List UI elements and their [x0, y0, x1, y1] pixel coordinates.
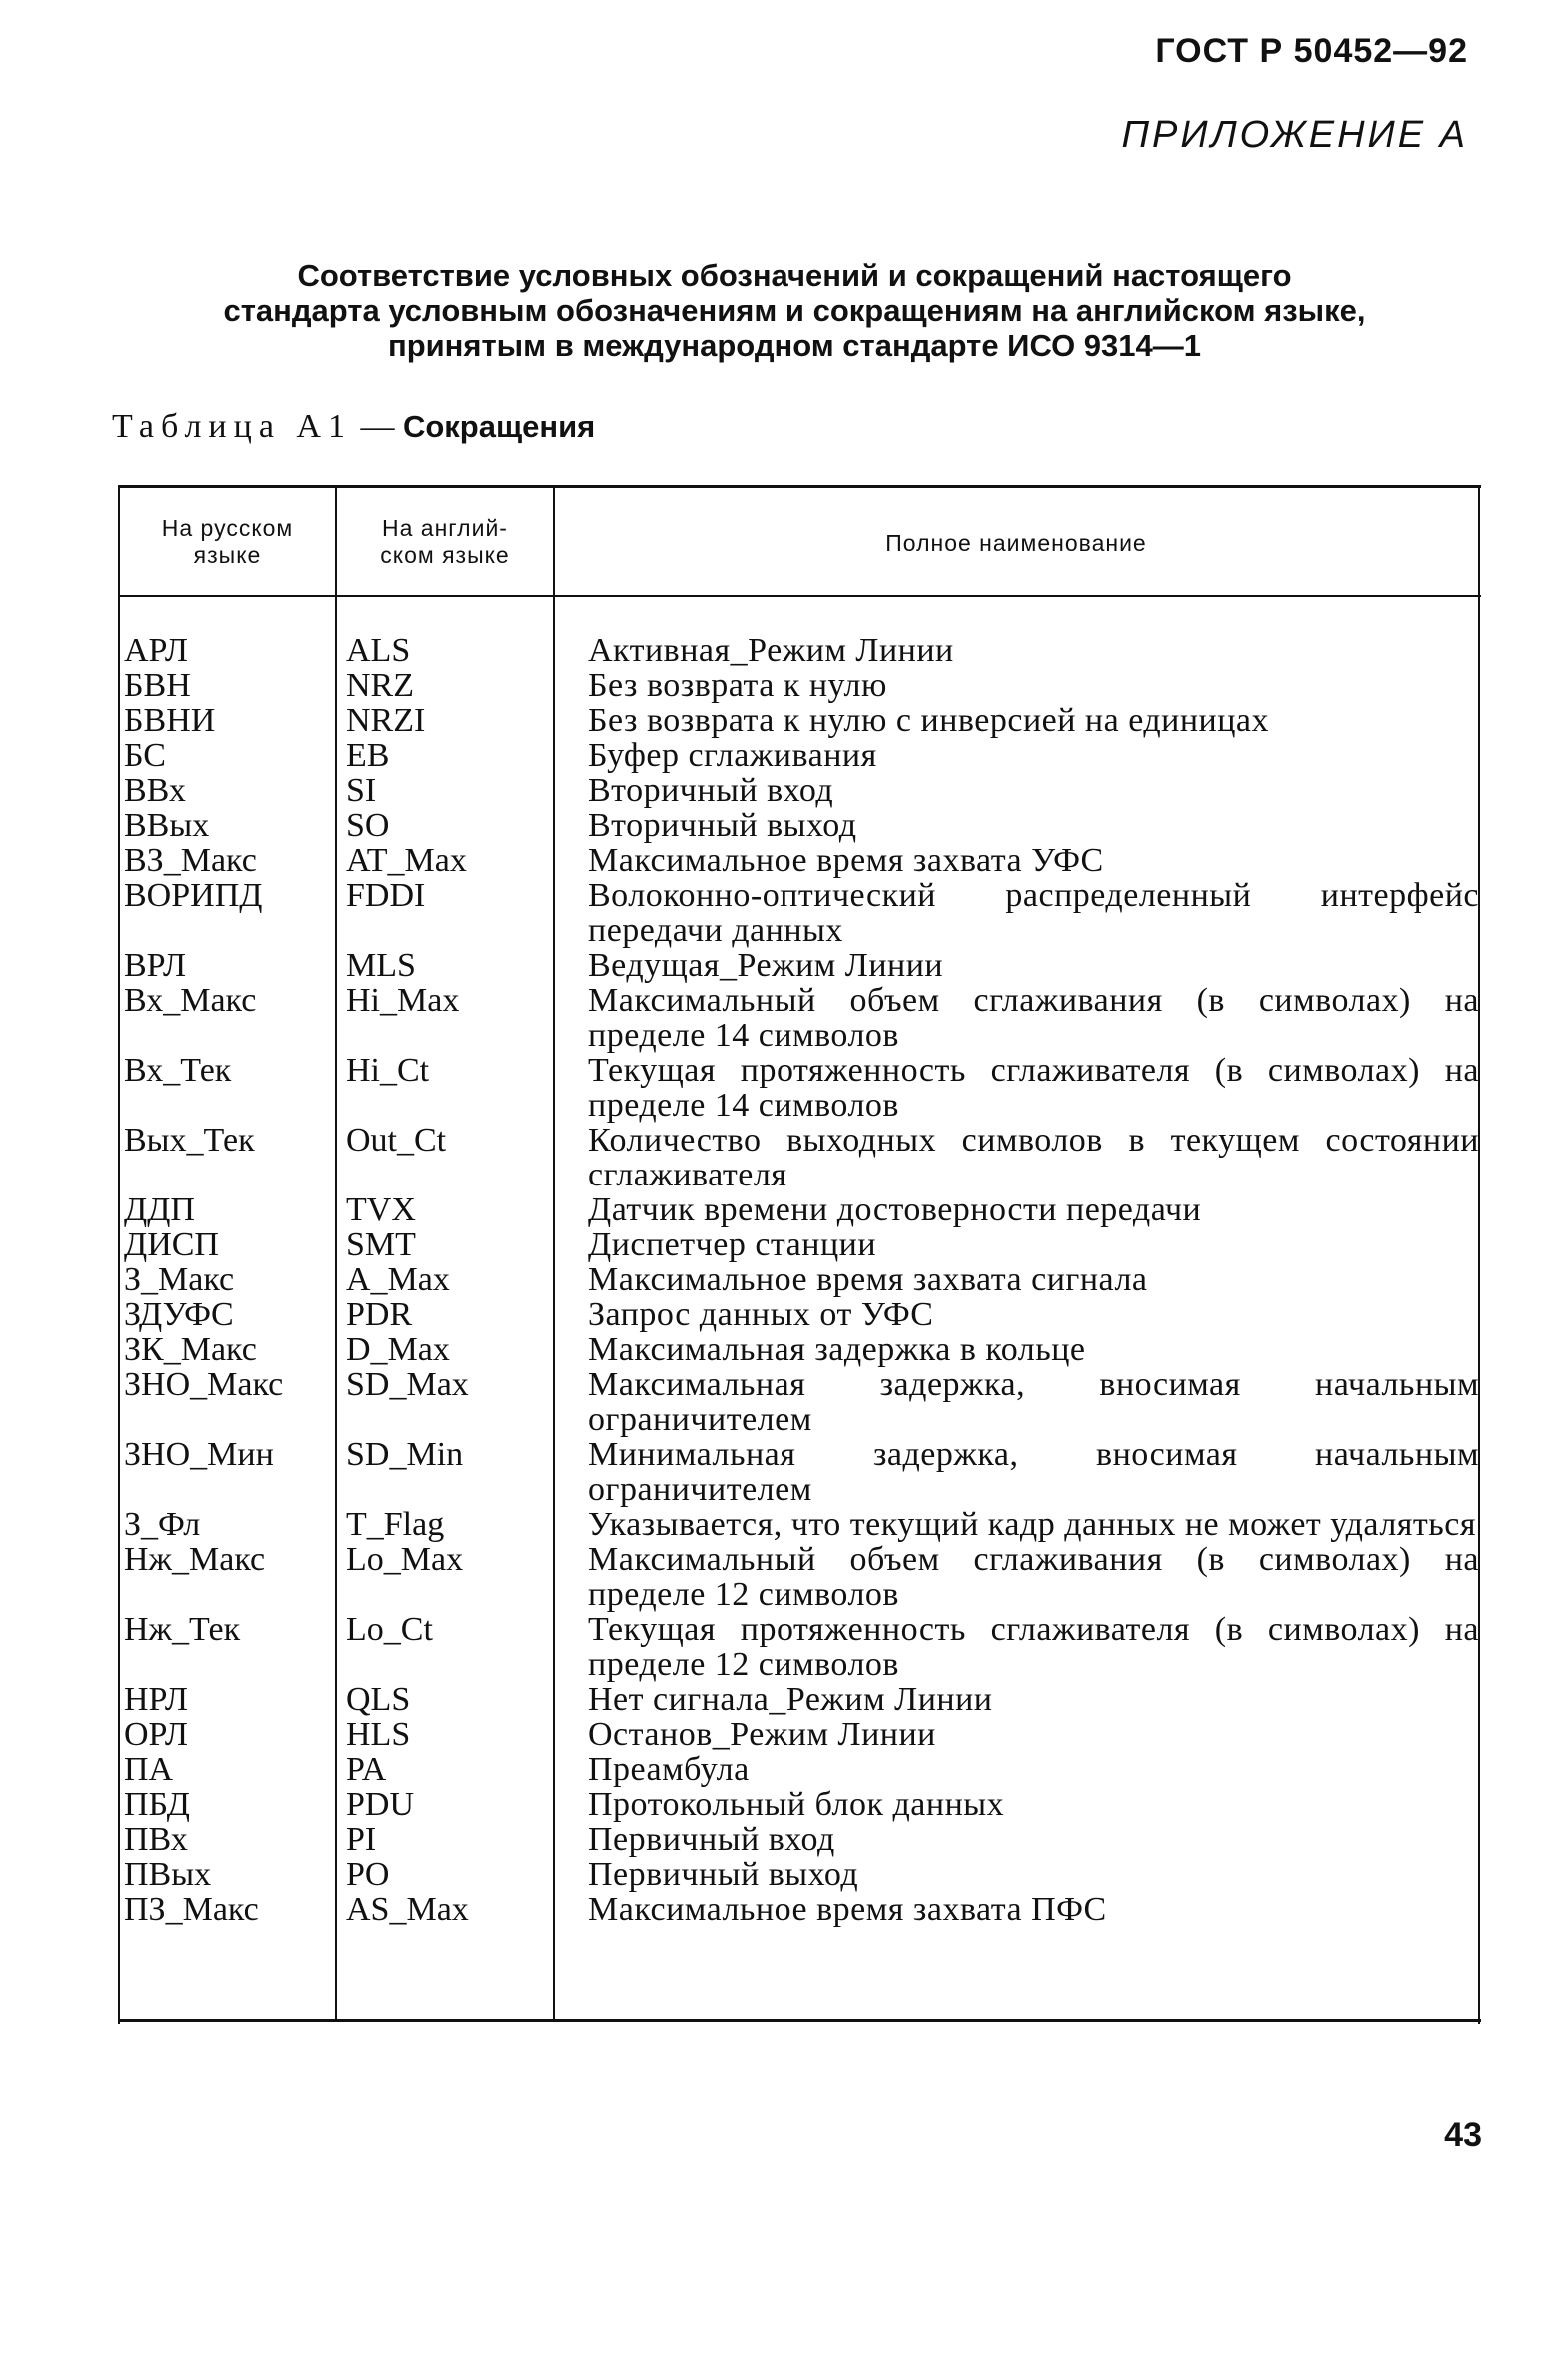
full-name-cell: Буфер сглаживания: [588, 737, 877, 774]
full-name-cell: Без возврата к нулю с инверсией на единицах: [588, 702, 1270, 739]
abbr-en-cell: SD_Max: [346, 1366, 469, 1403]
abbr-ru-cell: ЗДУФС: [124, 1296, 234, 1333]
abbr-en-cell: AS_Max: [346, 1891, 469, 1928]
appendix-label: ПРИЛОЖЕНИЕ А: [1121, 114, 1468, 156]
full-name-cell: Максимальное время захвата сигнала: [588, 1261, 1148, 1298]
table-row: [118, 668, 1481, 703]
header-english-line-2: ском языке: [380, 542, 510, 568]
abbr-ru-cell: ПА: [124, 1751, 174, 1788]
abbr-ru-cell: ПВх: [124, 1821, 188, 1858]
table-row: [118, 1192, 1481, 1227]
header-full-name: Полное наименование: [885, 530, 1147, 556]
full-name-cell: Текущая протяженность сглаживателя (в символах) на пределе 12 символов: [588, 1611, 1479, 1683]
abbr-ru-cell: ВЗ_Макс: [124, 842, 257, 879]
table-row: [118, 1717, 1481, 1752]
abbr-ru-cell: НРЛ: [124, 1681, 188, 1718]
abbr-ru-cell: ОРЛ: [124, 1716, 188, 1753]
table-row: [118, 843, 1481, 878]
abbr-ru-cell: БВН: [124, 667, 191, 704]
table-row: [118, 1123, 1481, 1192]
abbr-en-cell: Lo_Ct: [346, 1611, 433, 1648]
abbr-en-cell: AT_Max: [346, 842, 467, 879]
abbr-en-cell: ALS: [346, 632, 411, 669]
abbr-en-cell: SO: [346, 807, 390, 844]
table-caption: [112, 408, 595, 446]
table-row: [118, 1262, 1481, 1297]
full-name-cell: Запрос данных от УФС: [588, 1296, 934, 1333]
abbr-ru-cell: ПВых: [124, 1856, 212, 1893]
table-row: [118, 1822, 1481, 1857]
table-row: [118, 773, 1481, 808]
full-name-cell: Преамбула: [588, 1751, 750, 1788]
table-row: [118, 1507, 1481, 1542]
full-name-cell: Волоконно-оптический распределенный интерфейс передачи данных: [588, 877, 1479, 949]
table-row: [118, 703, 1481, 738]
table-row: [118, 738, 1481, 773]
abbr-ru-cell: БС: [124, 737, 166, 774]
abbr-en-cell: FDDI: [346, 877, 426, 914]
document-title: [120, 258, 1469, 363]
abbr-en-cell: QLS: [346, 1681, 411, 1718]
table-row: [118, 878, 1481, 948]
abbr-ru-cell: Нж_Тек: [124, 1611, 241, 1648]
abbr-ru-cell: Нж_Макс: [124, 1541, 266, 1578]
abbr-en-cell: SD_Min: [346, 1436, 464, 1473]
table-row: [118, 1857, 1481, 1892]
full-name-cell: Минимальная задержка, вносимая начальным ограничителем: [588, 1436, 1479, 1508]
abbr-ru-cell: Вых_Тек: [124, 1122, 255, 1159]
abbr-ru-cell: АРЛ: [124, 632, 188, 669]
table-row: [118, 1787, 1481, 1822]
table-row: [118, 1332, 1481, 1367]
full-name-cell: Датчик времени достоверности передачи: [588, 1191, 1202, 1228]
abbr-en-cell: Out_Ct: [346, 1122, 447, 1159]
abbr-ru-cell: З_Макс: [124, 1261, 235, 1298]
full-name-cell: Максимальная задержка в кольце: [588, 1331, 1086, 1368]
table-caption-dash: —: [351, 408, 403, 445]
table-row: [118, 1437, 1481, 1507]
table-caption-prefix: Таблица А1: [112, 408, 352, 445]
full-name-cell: Без возврата к нулю: [588, 667, 887, 704]
table-top-rule: [118, 485, 1481, 488]
abbr-ru-cell: ЗНО_Мин: [124, 1436, 274, 1473]
abbr-ru-cell: ЗК_Макс: [124, 1331, 257, 1368]
table-row: [118, 1297, 1481, 1332]
abbreviations-table: [118, 485, 1481, 2024]
full-name-cell: Активная_Режим Линии: [588, 632, 954, 669]
abbr-en-cell: MLS: [346, 947, 416, 984]
full-name-cell: Максимальное время захвата ПФС: [588, 1891, 1107, 1928]
table-bottom-rule: [118, 2019, 1481, 2022]
full-name-cell: Максимальная задержка, вносимая начальным ограничителем: [588, 1366, 1479, 1438]
abbr-en-cell: Hi_Ct: [346, 1052, 430, 1089]
abbr-ru-cell: ВВх: [124, 772, 186, 809]
table-row: [118, 1682, 1481, 1717]
full-name-cell: Останов_Режим Линии: [588, 1716, 936, 1753]
abbr-en-cell: EB: [346, 737, 390, 774]
abbr-en-cell: T_Flag: [346, 1506, 445, 1543]
abbr-ru-cell: З_Фл: [124, 1506, 201, 1543]
header-english: [337, 515, 553, 569]
full-name-cell: Диспетчер станции: [588, 1226, 877, 1263]
table-row: [118, 983, 1481, 1053]
abbr-en-cell: SMT: [346, 1226, 416, 1263]
table-caption-title: Сокращения: [402, 409, 596, 444]
table-row: [118, 1542, 1481, 1612]
table-row: [118, 1053, 1481, 1123]
abbr-en-cell: TVX: [346, 1191, 416, 1228]
header-english-line-1: На англий-: [382, 515, 508, 541]
full-name-cell: Вторичный выход: [588, 807, 857, 844]
abbr-ru-cell: БВНИ: [124, 702, 216, 739]
table-row: [118, 1367, 1481, 1437]
header-russian: [120, 515, 335, 569]
abbr-ru-cell: ДДП: [124, 1191, 195, 1228]
abbr-ru-cell: ПБД: [124, 1786, 190, 1823]
full-name-cell: Количество выходных символов в текущем состоянии сглаживателя: [588, 1122, 1479, 1193]
abbr-en-cell: PDR: [346, 1296, 413, 1333]
abbr-ru-cell: ЗНО_Макс: [124, 1366, 284, 1403]
abbr-ru-cell: ДИСП: [124, 1226, 219, 1263]
table-body: [118, 633, 1481, 1927]
header-bottom-rule: [118, 595, 1481, 597]
table-row: [118, 948, 1481, 983]
table-row: [118, 1752, 1481, 1787]
abbr-ru-cell: ПЗ_Макс: [124, 1891, 259, 1928]
table-row: [118, 1892, 1481, 1927]
abbr-en-cell: Hi_Max: [346, 982, 460, 1019]
title-line-2: стандарта условным обозначениям и сокращениям на английском языке,: [223, 293, 1366, 328]
abbr-en-cell: NRZI: [346, 702, 426, 739]
full-name-cell: Максимальное время захвата УФС: [588, 842, 1104, 879]
table-row: [118, 808, 1481, 843]
abbr-en-cell: PI: [346, 1821, 377, 1858]
standard-code: ГОСТ Р 50452—92: [1155, 32, 1468, 70]
title-line-3: принятым в международном стандарте ИСО 9314—1: [387, 328, 1202, 363]
full-name-cell: Нет сигнала_Режим Линии: [588, 1681, 993, 1718]
abbr-ru-cell: ВРЛ: [124, 947, 187, 984]
abbr-en-cell: A_Max: [346, 1261, 450, 1298]
full-name-cell: Ведущая_Режим Линии: [588, 947, 944, 984]
abbr-en-cell: Lo_Max: [346, 1541, 464, 1578]
table-row: [118, 1612, 1481, 1682]
abbr-en-cell: HLS: [346, 1716, 411, 1753]
abbr-en-cell: NRZ: [346, 667, 414, 704]
full-name-cell: Первичный вход: [588, 1821, 835, 1858]
abbr-en-cell: PDU: [346, 1786, 415, 1823]
abbr-ru-cell: Вх_Макс: [124, 982, 257, 1019]
full-name-cell: Максимальный объем сглаживания (в символах) на пределе 14 символов: [588, 982, 1479, 1054]
abbr-en-cell: D_Max: [346, 1331, 450, 1368]
abbr-ru-cell: ВОРИПД: [124, 877, 263, 914]
full-name-cell: Текущая протяженность сглаживателя (в символах) на пределе 14 символов: [588, 1052, 1479, 1124]
full-name-cell: Протокольный блок данных: [588, 1786, 1005, 1823]
table-row: [118, 633, 1481, 668]
title-line-1: Соответствие условных обозначений и сокращений настоящего: [297, 258, 1292, 293]
full-name-cell: Первичный выход: [588, 1856, 859, 1893]
full-name-cell: Указывается, что текущий кадр данных не может удаляться: [588, 1506, 1477, 1543]
abbr-en-cell: PA: [346, 1751, 387, 1788]
abbr-ru-cell: Вх_Тек: [124, 1052, 232, 1089]
abbr-en-cell: SI: [346, 772, 377, 809]
abbr-ru-cell: ВВых: [124, 807, 210, 844]
page-number: 43: [1444, 2116, 1482, 2154]
full-name-cell: Вторичный вход: [588, 772, 834, 809]
table-row: [118, 1227, 1481, 1262]
header-russian-line-2: языке: [193, 542, 262, 568]
full-name-cell: Максимальный объем сглаживания (в символах) на пределе 12 символов: [588, 1541, 1479, 1613]
abbr-en-cell: PO: [346, 1856, 390, 1893]
header-russian-line-1: На русском: [161, 515, 294, 541]
